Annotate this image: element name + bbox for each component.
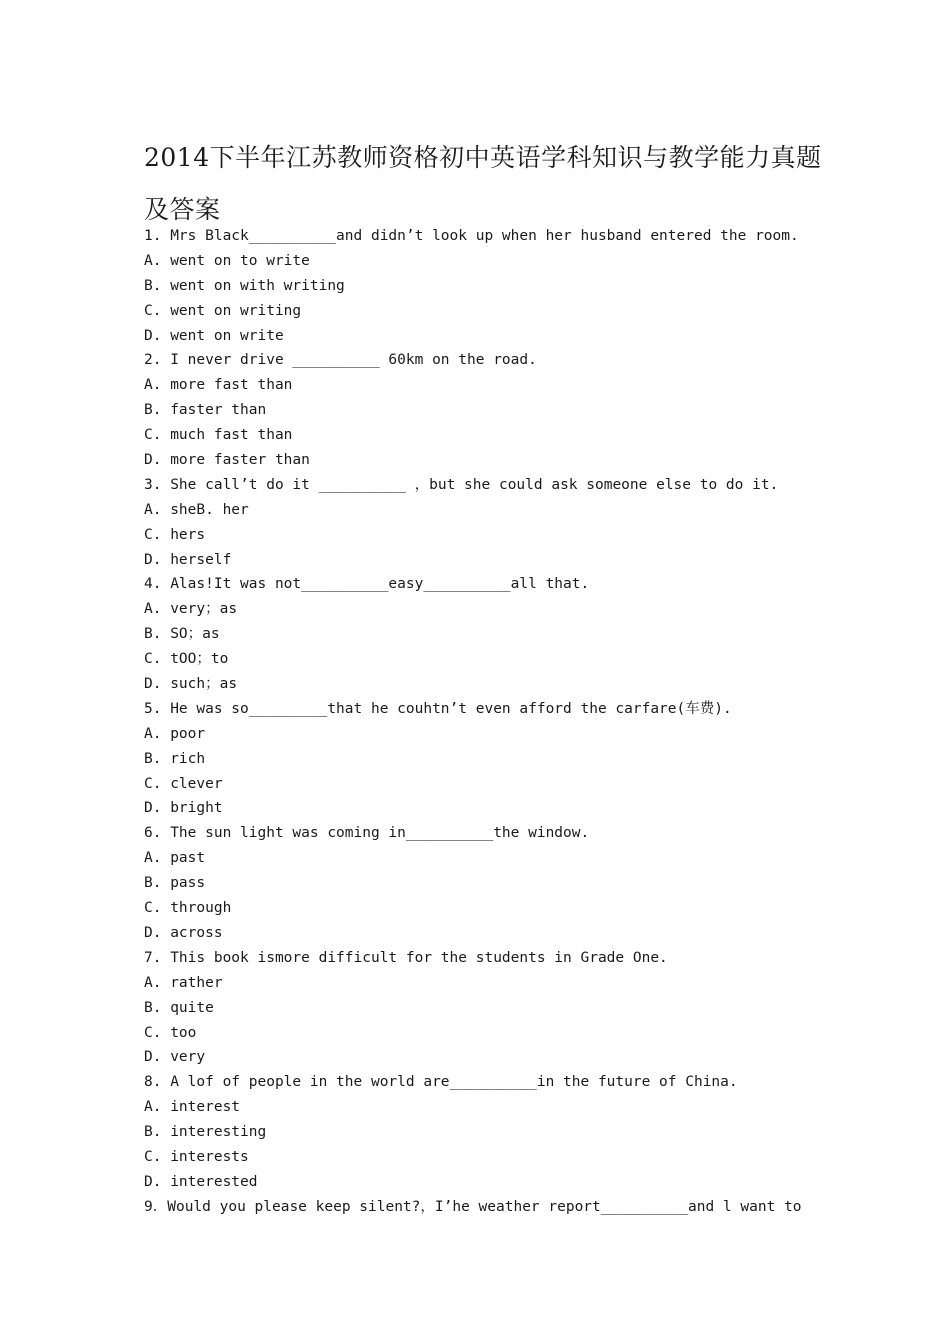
option-line: B. rich	[144, 750, 206, 767]
option-line: B. interesting	[144, 1124, 267, 1141]
option-line: D. herself	[144, 551, 232, 568]
question-line: 1. Mrs Black__________and didn’t look up when her husband entered the room.	[144, 228, 799, 244]
question-line: 5. He was so_________that he couhtn’t even afford the carfare(车费).	[144, 700, 732, 717]
option-line: A. went on to write	[144, 252, 310, 269]
option-line: D. interested	[144, 1173, 258, 1190]
option-line: C. hers	[144, 526, 206, 543]
question-line: 4. Alas!It was not__________easy__________all that.	[144, 576, 590, 593]
option-line: A. past	[144, 850, 206, 867]
option-line: D. very	[144, 1049, 206, 1066]
option-line: C. much fast than	[144, 427, 293, 444]
option-line: B. faster than	[144, 402, 267, 419]
question-line: 9．Would you please keep silent?，I’he weather report__________and l want to	[144, 1198, 802, 1215]
option-line: B. went on with writing	[144, 277, 345, 294]
question-line: 8. A lof of people in the world are__________in the future of China.	[144, 1074, 738, 1091]
option-line: D. more faster than	[144, 452, 310, 469]
document-title: 2014下半年江苏教师资格初中英语学科知识与教学能力真题及答案	[144, 143, 822, 224]
question-list	[144, 224, 844, 1220]
option-line: C. went on writing	[144, 302, 302, 319]
option-line: D. such；as	[144, 676, 238, 693]
question-line: 6. The sun light was coming in__________the window.	[144, 825, 590, 842]
option-line: C. clever	[144, 775, 223, 792]
option-line: B. pass	[144, 875, 206, 892]
question-line: 7. This book ismore difficult for the students in Grade One.	[144, 949, 668, 966]
option-line: A. rather	[144, 974, 223, 991]
option-line: A. poor	[144, 725, 206, 742]
question-line: 3. She call’t do it __________ ，but she could ask someone else to do it.	[144, 476, 779, 493]
option-line: A. sheB. her	[144, 501, 249, 518]
option-line: C. tOO；to	[144, 651, 229, 668]
option-line: D. across	[144, 924, 223, 941]
option-line: A. very；as	[144, 601, 238, 618]
question-line: 2. I never drive __________ 60km on the road.	[144, 352, 537, 369]
option-line: D. bright	[144, 800, 223, 817]
option-line: B. SO；as	[144, 626, 220, 643]
option-line: D. went on write	[144, 327, 284, 344]
option-line: A. more fast than	[144, 377, 293, 394]
option-line: B. quite	[144, 999, 214, 1016]
option-line: C. interests	[144, 1148, 249, 1165]
option-line: C. too	[144, 1024, 197, 1041]
option-line: C. through	[144, 900, 232, 917]
option-line: A. interest	[144, 1099, 241, 1116]
